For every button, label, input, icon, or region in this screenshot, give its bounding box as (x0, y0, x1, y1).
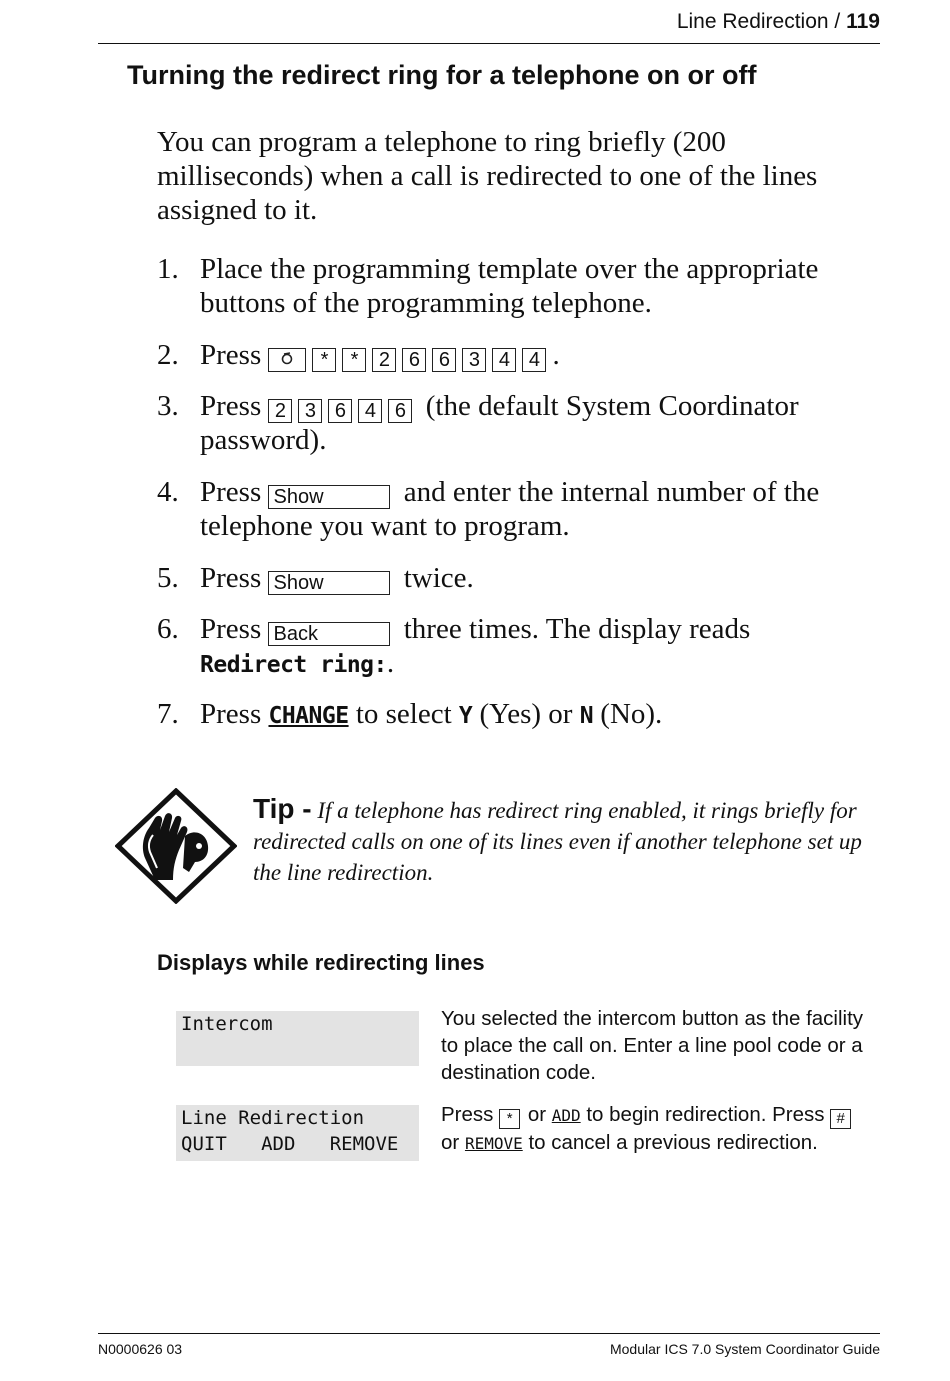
key-3: 3 (298, 399, 322, 423)
press-label: Press (441, 1103, 494, 1126)
header-section: Line Redirection (676, 10, 829, 33)
step-text (200, 389, 860, 457)
step-number: 7. (157, 698, 179, 730)
header-rule (98, 43, 880, 44)
step-after-text: (the default System Coordinator password). (200, 390, 799, 456)
step-number: 4. (157, 476, 179, 508)
display-description: You selected the intercom button as the facility to place the call on. Enter a line pool code or a destination code. (441, 1007, 864, 1084)
header-separator: / (828, 10, 847, 33)
step-end: . (386, 647, 395, 679)
key-3: 3 (462, 348, 486, 372)
key-2: 2 (268, 399, 292, 423)
lcd-display (176, 1011, 419, 1066)
tip-hand-icon (115, 788, 237, 904)
yes-text: (Yes) or (479, 698, 573, 730)
key-6: 6 (402, 348, 426, 372)
no-text: (No). (600, 698, 663, 730)
tip-text: If a telephone has redirect ring enabled, it rings briefly for redirected calls on one of its lines even if another telephone set up the line redirection. (253, 798, 862, 885)
step-after-text: twice. (403, 562, 474, 594)
press-label: Press (200, 698, 262, 730)
step-after-text: and enter the internal number of the telephone you want to program. (200, 476, 820, 542)
lcd-line: Line Redirection (181, 1107, 365, 1129)
key-6: 6 (432, 348, 456, 372)
step-number: 3. (157, 390, 179, 422)
section-title: Turning the redirect ring for a telephone on or off (127, 60, 757, 90)
key-star: * (499, 1109, 520, 1129)
footer-document-number: N0000626 03 (98, 1341, 183, 1357)
key-4: 4 (522, 348, 546, 372)
display-description (441, 1101, 871, 1157)
step-number: 1. (157, 253, 179, 285)
key-2: 2 (372, 348, 396, 372)
footer-rule (98, 1333, 880, 1334)
press-label: Press (200, 476, 262, 508)
step-text (200, 475, 860, 543)
press-label: Press (200, 613, 262, 645)
lcd-display (176, 1105, 419, 1161)
key-6: 6 (328, 399, 352, 423)
footer-guide-title: Modular ICS 7.0 System Coordinator Guide (609, 1341, 880, 1357)
step-number: 5. (157, 562, 179, 594)
step-after-text: three times. The display reads (403, 613, 751, 645)
key-star: * (342, 348, 366, 372)
feature-key-icon (268, 348, 306, 372)
key-hash: # (830, 1109, 851, 1129)
key-star: * (312, 348, 336, 372)
display-text: Redirect ring: (200, 652, 387, 678)
feature-key-glyph (276, 350, 298, 366)
lcd-softkey-line: QUIT ADD REMOVE (181, 1133, 399, 1155)
lcd-line: Intercom (181, 1013, 273, 1035)
remove-softkey-label: REMOVE (464, 1134, 523, 1153)
show-softkey: Show (268, 571, 390, 595)
step-text: Place the programming template over the appropriate buttons of the programming telephone. (200, 253, 819, 319)
step-number: 2. (157, 339, 179, 371)
displays-heading: Displays while redirecting lines (157, 950, 485, 975)
step-text (200, 338, 860, 372)
back-softkey: Back (268, 622, 390, 646)
desc-mid-text: to begin redirection. Press (586, 1103, 825, 1126)
press-label: Press (200, 339, 262, 371)
tip-note (253, 793, 873, 888)
key-6: 6 (388, 399, 412, 423)
step-text (200, 612, 860, 682)
step-mid-text: to select (355, 698, 452, 730)
yes-option: Y (458, 703, 473, 729)
page-number: 119 (846, 10, 880, 33)
no-option: N (579, 703, 594, 729)
press-label: Press (200, 562, 262, 594)
step-number: 6. (157, 613, 179, 645)
desc-end-text: to cancel a previous redirection. (528, 1131, 818, 1154)
step-text (200, 697, 860, 733)
add-softkey-label: ADD (551, 1106, 581, 1125)
press-label: Press (200, 390, 262, 422)
running-header (677, 10, 880, 34)
key-4: 4 (358, 399, 382, 423)
step-text (200, 561, 860, 595)
or-text: or (527, 1103, 547, 1126)
key-4: 4 (492, 348, 516, 372)
intro-paragraph: You can program a telephone to ring briefly (200 milliseconds) when a call is redirected to one of the lines assigned to it. (157, 126, 818, 226)
step-end: . (552, 339, 560, 371)
or-text: or (441, 1131, 460, 1154)
change-softkey-label: CHANGE (268, 703, 349, 729)
show-softkey: Show (268, 485, 390, 509)
tip-label: Tip - (253, 793, 312, 824)
